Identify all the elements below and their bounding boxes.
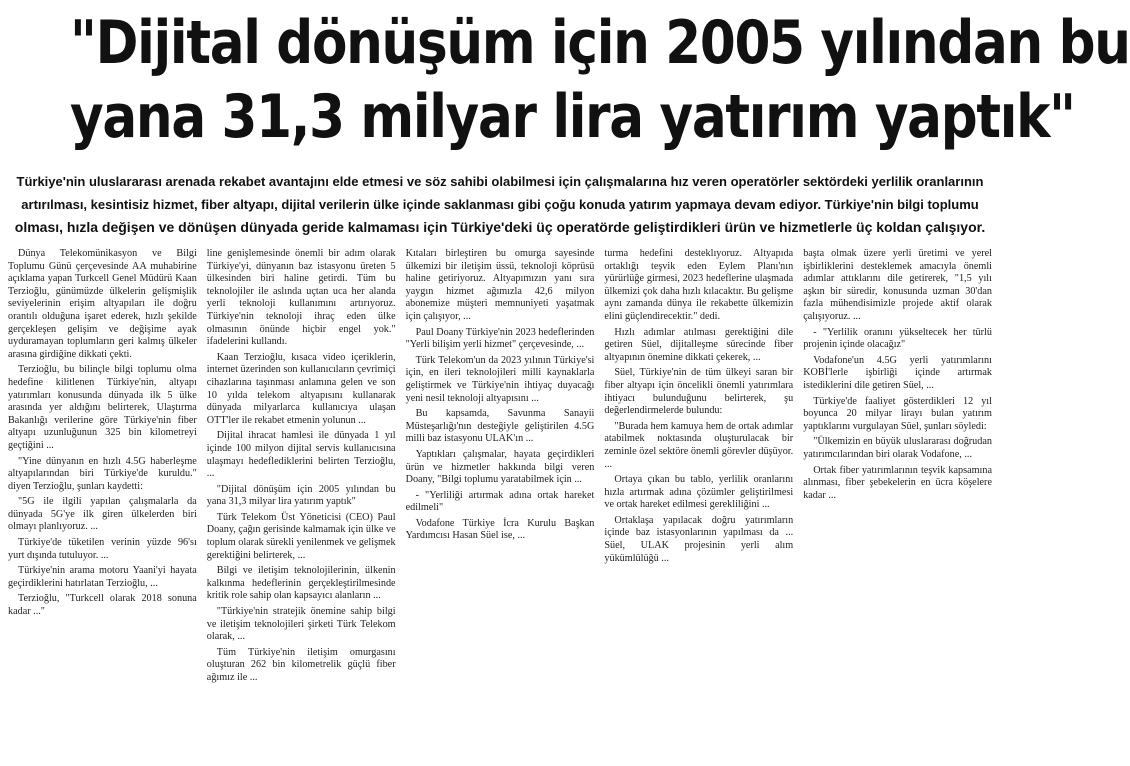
article-paragraph: "Dijital dönüşüm için 2005 yılından bu yana 31,3 milyar lira yatırım yaptık": [206, 483, 396, 508]
article-paragraph: Kaan Terzioğlu, kısaca video içeriklerin, internet üzerinden son kullanıcıların çevrimiçi cihazlarına taşınması anlamına gelen ve son 10 yılda telekom altyapısını kullanarak dünyada milyarlarca kullanıcıya ulaşan OTT'ler ile rekabet etmenin yolunun ...: [206, 351, 396, 426]
article-column-1: [8, 248, 197, 758]
lead-paragraph: [10, 170, 990, 239]
article-paragraph: "Burada hem kamuya hem de ortak adımlar atabilmek noktasında oluşturulacak bir zeminle özel sektöre önemli görevler düşüyor. ...: [604, 420, 794, 470]
article-paragraph: Bilgi ve iletişim teknolojilerinin, ülkenin kalkınma hedeflerinin gerçekleştirilmesinde kritik role sahip olan kapsayıcı alanların ...: [206, 565, 396, 602]
article-paragraph: Paul Doany Türkiye'nin 2023 hedeflerinden "Yerli bilişim yerli hizmet" çerçevesinde, ...: [405, 326, 595, 351]
article-paragraph: Ortak fiber yatırımlarının teşvik kapsamına alınması, fiber şebekelerin en ücra köşelere kadar ...: [803, 464, 992, 501]
article-paragraph: Dünya Telekomünikasyon ve Bilgi Toplumu Günü çerçevesinde AA muhabirine açıklama yapan Turkcell Genel Müdürü Kaan Terzioğlu, günümüzde ülkelerin gelişmişlik seviyelerinin erişim altyapıları ile doğru orantılı olduğuna işaret ederek, hızlı şekilde gerçekleşen gelişim ve değişime ayak uyduramayan toplumların geri kalmış ülkeler arasına girdiğine dikkati çekti.: [8, 248, 197, 360]
article-paragraph: "Türkiye'nin stratejik önemine sahip bilgi ve iletişim teknolojileri şirketi Türk Telekom olarak, ...: [206, 606, 396, 643]
article-paragraph: Türk Telekom Üst Yöneticisi (CEO) Paul Doany, çağın gerisinde kalmamak için ülke ve toplum olarak sürekli yenilenmek ve gelişmek gerektiğini belirterek, ...: [206, 511, 396, 561]
article-paragraph: Hızlı adımlar atılması gerektiğini dile getiren Süel, dijitalleşme sürecinde fiber altyapının önemine dikkati çekerek, ...: [604, 326, 794, 363]
article-paragraph: Türkiye'de tüketilen verinin yüzde 96'sı yurt dışında tutuluyor. ...: [8, 537, 197, 561]
article-paragraph: "5G ile ilgili yapılan çalışmalarla da dünyada 5G'ye ilk giren ülkelerden biri olmayı planlıyoruz. ...: [8, 496, 197, 533]
article-paragraph: - "Yerliliği artırmak adına ortak hareket edilmeli": [405, 489, 595, 514]
article-paragraph: Bu kapsamda, Savunma Sanayii Müsteşarlığı'nın desteğiyle geliştirilen 4.5G milli baz istasyonu ULAK'ın ...: [405, 408, 595, 445]
article-column-2: [207, 248, 396, 758]
article-columns: [8, 248, 992, 758]
lead-line-1: Türkiye'nin uluslararası arenada rekabet avantajını elde etmesi ve söz sahibi olabilmesi için çalışmalarına hız veren operatörler sektördeki yerlilik oranlarının: [16, 174, 984, 189]
article-paragraph: turma hedefini desteklıyoruz. Altyapıda ortaklığı teşvik eden Eylem Planı'nın yürürlüğe girmesi, 2023 hedeflerine ulaşmada ülkemizi çok daha hızlı kılacaktır. Bu gelişme aynı zamanda dünya ile rekabette ülkemizin elini güçlendirecektir." dedi.: [604, 248, 794, 322]
headline-line-2: yana 31,3 milyar lira yatırım yaptık": [70, 82, 1075, 152]
article-paragraph: Dijital ihracat hamlesi ile dünyada 1 yıl içinde 100 milyon dijital servis kullanıcısına ulaşmayı hedeflediklerini belirten Terzioğlu, ...: [206, 430, 396, 480]
article-paragraph: Türkiye'de faaliyet gösterdikleri 12 yıl boyunca 20 milyar lirayı bulan yatırım yaptıklarını vurgulayan Süel, şunları söyledi:: [803, 395, 992, 432]
article-paragraph: Terzioğlu, bu bilinçle bilgi toplumu olma hedefine kilitlenen Türkiye'nin, altyapı yatırımları konusunda dünyada ilk 5 ülke arasında yer aldığını belirterek, Ulaştırma Bakanlığı verilerine göre Türkiye'nin fiber altyapı uzunluğunun 325 bin kilometreyi geçtiğini ...: [8, 364, 197, 451]
article-paragraph: Ortaklaşa yapılacak doğru yatırımların içinde baz istasyonlarının yapılması da ... Süel, ULAK projesinin yerli alım yükümlülüğü ...: [604, 514, 794, 564]
lead-line-3: olması, hızla değişen ve dönüşen dünyada geride kalmaması için Türkiye'deki üç operatörde geliştirdikleri ürün ve hizmetlerle üç koldan çalışıyor.: [14, 219, 986, 235]
article-column-5: [803, 248, 992, 758]
article-paragraph: Vodafone'un 4.5G yerli yatırımlarını KOBİ'lerle işbirliği içinde artırmak istediklerini dile getiren Süel, ...: [803, 354, 992, 391]
article-paragraph: Kıtaları birleştiren bu omurga sayesinde ülkemizi bir iletişim üssü, teknoloji köprüsü haline getiriyoruz. Altyapımızın yanı sıra yaygın hizmet ağımızla 42,6 milyon abonemize müşteri memnuniyeti yaşatmak için çalışıyor, ...: [405, 248, 595, 322]
article-paragraph: başta olmak üzere yerli üretimi ve yerel işbirliklerini desteklemek amacıyla önemli adımlar attıklarını dile getirerek, "1,5 yılı aşkın bir süredir, konusunda uzman 30'dan fazla mühendisimizle projede aktif olarak çalışıyoruz. ...: [803, 248, 992, 322]
lead-line-2: artırılması, kesintisiz hizmet, fiber altyapı, dijital verilerin ülke içinde saklanması gibi çoğu konuda yatırım yapmaya devam ediyor. Türkiye'nin bilgi toplumu: [21, 197, 979, 212]
article-paragraph: Ortaya çıkan bu tablo, yerlilik oranlarını hızla artırmak adına çözümler geliştirilmesi ve ortak hareket edilmesi gerekliliğini ...: [604, 474, 794, 511]
headline: [70, 6, 1130, 154]
headline-line-1: "Dijital dönüşüm için 2005 yılından bu: [70, 8, 1130, 78]
article-paragraph: Türk Telekom'un da 2023 yılının Türkiye'si için, en ileri teknolojileri milli kaynaklarla geliştirmek ve Türkiye'nin ihtiyaç duyacağı yeni nesil teknoloji altyapısını ...: [405, 354, 595, 404]
article-paragraph: Yaptıkları çalışmalar, hayata geçirdikleri ürün ve hizmetler hakkında bilgi veren Doany, "Bilgi toplumu yaratabilmek için ...: [405, 448, 595, 486]
article-column-3: [406, 248, 595, 758]
article-paragraph: line genişlemesinde önemli bir adım olarak Türkiye'yi, dünyanın baz istasyonu üreten 5 ülkesinden biri haline getirdi. Tüm bu teknolojiler ile aslında uçtan uca her alanda yerli teknoloji kullanımını artırıyoruz. Türkiye'nin teknoloji ihraç eden ülke olmasının önünde hiçbir engel yok." ifadelerini kullandı.: [206, 248, 396, 348]
article-paragraph: Vodafone Türkiye İcra Kurulu Başkan Yardımcısı Hasan Süel ise, ...: [405, 517, 595, 542]
article-paragraph: - "Yerlilik oranını yükseltecek her türlü projenin içinde olacağız": [803, 326, 992, 351]
article-paragraph: "Yine dünyanın en hızlı 4.5G haberleşme altyapılarından biri Türkiye'de kuruldu." diyen Terzioğlu, şunları kaydetti:: [8, 455, 197, 492]
article-paragraph: "Ülkemizin en büyük uluslararası doğrudan yatırımcılarından biri olarak Vodafone, ...: [803, 436, 992, 460]
article-paragraph: Tüm Türkiye'nin iletişim omurgasını oluşturan 262 bin kilometrelik güçlü fiber ağımız ile ...: [206, 646, 396, 683]
article-paragraph: Süel, Türkiye'nin de tüm ülkeyi saran bir fiber altyapı için öncelikli önemli yatırımlara ihtiyacı bulunduğunu belirterek, şu değerlendirmelerde bulundu:: [604, 367, 794, 417]
article-paragraph: Türkiye'nin arama motoru Yaani'yi hayata geçirdiklerini hatırlatan Terzioğlu, ...: [8, 565, 197, 589]
article-paragraph: Terzioğlu, "Turkcell olarak 2018 sonuna kadar ...": [8, 593, 197, 618]
article-column-4: [604, 248, 793, 758]
